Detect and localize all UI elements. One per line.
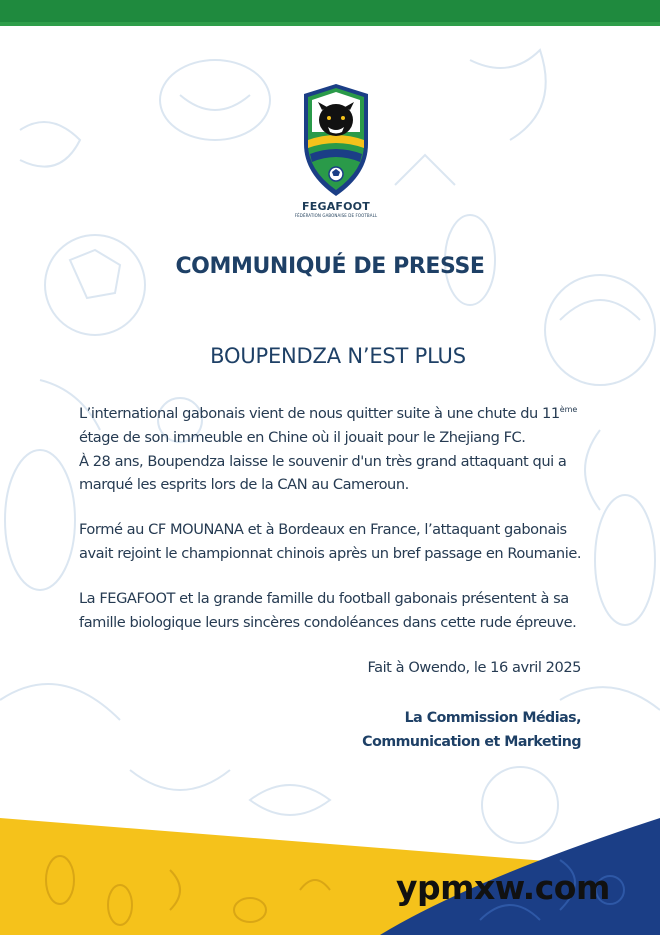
signature-line-1: La Commission Médias, <box>404 710 581 726</box>
body-text <box>79 402 589 655</box>
paragraph-3-line-1: La FEGAFOOT et la grande famille du football gabonais présentent à sa <box>79 589 569 607</box>
paragraph-2-line-1: Formé au CF MOUNANA et à Bordeaux en France, l’attaquant gabonais <box>79 521 567 539</box>
place-and-date: Fait à Owendo, le 16 avril 2025 <box>367 659 581 676</box>
top-green-band <box>0 0 660 26</box>
paragraph-3-line-2: famille biologique leurs sincères condoléances dans cette rude épreuve. <box>79 613 577 631</box>
paragraph-1-line-1 <box>79 402 589 426</box>
document-type-title: COMMUNIQUÉ DE PRESSE <box>175 254 485 279</box>
paragraph-2 <box>79 518 589 566</box>
paragraph-2-line-2: avait rejoint le championnat chinois après un bref passage en Roumanie. <box>79 544 582 562</box>
panther-shield-emblem <box>298 82 374 200</box>
headline: BOUPENDZA N’EST PLUS <box>210 344 466 368</box>
signature-line-2: Communication et Marketing <box>362 734 581 750</box>
logo-abbreviation: FEGAFOOT <box>302 200 370 213</box>
paragraph-3 <box>79 587 589 635</box>
paragraph-1-line-1-text: L’international gabonais vient de nous quitter suite à une chute du 11 <box>79 405 560 422</box>
logo-full-name: FÉDÉRATION GABONAISE DE FOOTBALL <box>294 213 378 218</box>
paragraph-1 <box>79 402 589 497</box>
superscript-eme: ème <box>559 405 578 414</box>
paragraph-1-line-3: À 28 ans, Boupendza laisse le souvenir d'un très grand attaquant qui a <box>79 452 567 470</box>
fegafoot-logo <box>294 82 378 222</box>
paragraph-1-line-2: étage de son immeuble en Chine où il jouait pour le Zhejiang FC. <box>79 428 526 446</box>
watermark-text: ypmxw.com <box>396 868 610 907</box>
paragraph-1-line-4: marqué les esprits lors de la CAN au Cameroun. <box>79 476 409 494</box>
signature-block <box>362 706 581 754</box>
